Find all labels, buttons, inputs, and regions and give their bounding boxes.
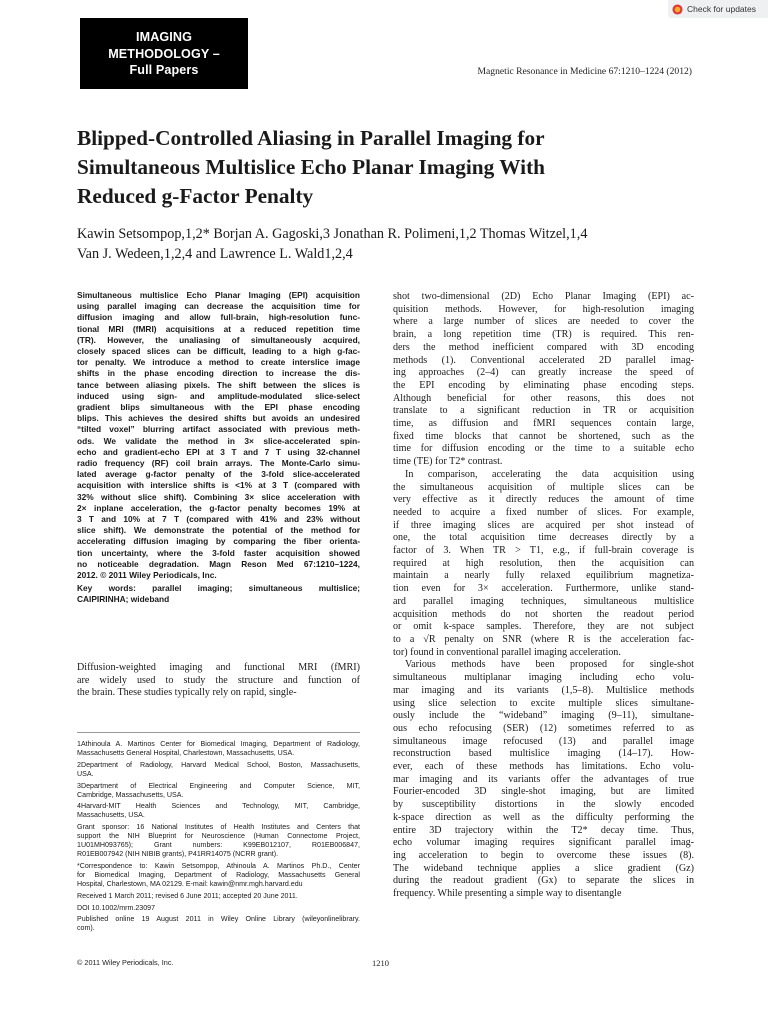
- body-line: ever, each of these methods has limitations. Echo volu-: [393, 761, 694, 773]
- body-line: the simultaneous acquisition of multiple slices can be: [393, 481, 694, 493]
- page-number: 1210: [372, 958, 389, 968]
- check-updates-icon: [672, 4, 683, 15]
- footnote-line: support the NIH Blueprint for Neuroscience (Human Connectome Project,: [77, 832, 360, 841]
- intro-right-column: [393, 291, 694, 901]
- body-line: factor of 3. When TR > T1, e.g., if full-brain coverage is: [393, 545, 694, 557]
- body-line: if three imaging slices are acquired per shot instead of: [393, 519, 694, 531]
- abstract-line: tance between aliasing pixels. The shift between the slices is: [77, 379, 360, 390]
- abstract: [77, 290, 360, 606]
- body-line: by susceptibility distortions in the slowly encoded: [393, 799, 694, 811]
- paper-title: [77, 124, 697, 211]
- abstract-line: ods. We validate the method in 3× slice-accelerated spin-: [77, 435, 360, 446]
- section-badge-line: IMAGING: [136, 30, 192, 44]
- body-line: time, as diffusion and fMRI sequences contain large,: [393, 418, 694, 430]
- keywords-line: CAIPIRINHA; wideband: [77, 594, 170, 605]
- section-badge-line: METHODOLOGY –: [108, 46, 220, 61]
- abstract-line: using parallel imaging can decrease the acquisition time for: [77, 301, 360, 312]
- body-line: echo volumar imaging requires significant parallel imag-: [393, 837, 694, 849]
- abstract-line: induced using sign- and amplitude-modulated slice-select: [77, 390, 360, 401]
- footnote: [77, 862, 360, 889]
- body-line: ous echo refocusing (SER) (12) sometimes referred to as: [393, 722, 694, 734]
- body-line: where a large number of slices are needed to cover the: [393, 316, 694, 328]
- body-line: tion even for 3× acceleration. Furthermore, unlike stand-: [393, 583, 694, 595]
- body-line: the EPI encoding by eliminating phase encoding steps.: [393, 379, 694, 391]
- body-line: mar imaging and its variants (1,5–8). Multislice methods: [393, 684, 694, 696]
- footnotes: [77, 740, 360, 936]
- body-line: translate to a significant reduction in TR or acquisition: [393, 405, 694, 417]
- body-line: brain, a long repetition time (TR) is required. This ren-: [393, 329, 694, 341]
- abstract-line: Simultaneous multislice Echo Planar Imaging (EPI) acquisition: [77, 290, 360, 300]
- footnote: [77, 761, 360, 779]
- footnote-line: Massachusetts General Hospital, Charlestown, Massachusetts, USA.: [77, 749, 295, 758]
- footnote-line: 2Department of Radiology, Harvard Medical School, Boston, Massachusetts,: [77, 760, 360, 769]
- body-paragraph: [393, 469, 694, 660]
- footnote-line: Received 1 March 2011; revised 6 June 2011; accepted 20 June 2011.: [77, 891, 298, 900]
- body-line: Diffusion-weighted imaging and functional MRI (fMRI): [77, 662, 360, 673]
- footnote: [77, 823, 360, 859]
- footnote-line: USA.: [77, 769, 94, 778]
- body-line: k-space direction as well as the difficulty performing the: [393, 811, 694, 823]
- body-line: simultaneous multiplanar imaging including echo volu-: [393, 672, 694, 684]
- body-line: ously include the “wideband” imaging (9–11), simultane-: [393, 710, 694, 722]
- footnote-line: Cambridge, Massachusetts, USA.: [77, 790, 184, 799]
- abstract-line: gradient blips simultaneous with the EPI phase encoding: [77, 402, 360, 413]
- abstract-line: blips. This achieves the desired shifts but avoids an undesired: [77, 413, 360, 424]
- footnote-line: Hospital, Charlestown, MA 02129. E-mail: kawin@nmr.mgh.harvard.edu: [77, 880, 303, 889]
- abstract-line: 2× inplane acceleration, the g-factor penalty becomes 19% at: [77, 502, 360, 513]
- footnote: [77, 782, 360, 800]
- body-line: methods (1). Conventional accelerated 2D parallel imag-: [393, 354, 694, 366]
- abstract-line: echo and gradient-echo EPI at 3 T and 7 T using 32-channel: [77, 446, 360, 457]
- body-line: Various methods have been proposed for single-shot: [405, 659, 694, 671]
- body-line: shot two-dimensional (2D) Echo Planar Imaging (EPI) ac-: [393, 291, 694, 302]
- abstract-line: no noticeable degradation. Magn Reson Med 67:1210–1224,: [77, 558, 360, 569]
- abstract-line: diffusion imaging and allow full-brain, high-resolution func-: [77, 312, 360, 323]
- body-line: very effective as it directly reduces the amount of time: [393, 494, 694, 506]
- abstract-line: 32% without slice shift). Combining 3× slice acceleration with: [77, 491, 360, 502]
- footnote-line: DOI 10.1002/mrm.23097: [77, 903, 156, 912]
- abstract-line: acquisition with interslice shifts is <1% at 3 T (compared with: [77, 480, 360, 491]
- title-line: [77, 182, 697, 211]
- body-line: entire 3D trajectory within the T2* decay time. Thus,: [393, 824, 694, 836]
- body-line: ders the method inefficient compared with 3D encoding: [393, 341, 694, 353]
- title-line-text: Reduced g-Factor Penalty: [77, 184, 314, 208]
- body-line: simultaneous image refocused (13) and parallel image: [393, 735, 694, 747]
- footnote: [77, 915, 360, 933]
- copyright-notice: © 2011 Wiley Periodicals, Inc.: [77, 958, 174, 967]
- body-line: ard parallel imaging techniques, simultaneous multislice: [393, 595, 694, 607]
- title-line: Blipped-Controlled Aliasing in Parallel Imaging for: [77, 126, 545, 150]
- footnote-line: *Correspondence to: Kawin Setsompop, Athinoula A. Martinos Ph.D., Center: [77, 862, 360, 871]
- abstract-line: tion uncertainty, where the 3-fold faster acquisition showed: [77, 547, 360, 558]
- section-badge: [80, 18, 248, 89]
- body-line: Fourier-encoded 3D single-shot imaging, but are limited: [393, 786, 694, 798]
- footnote: [77, 802, 360, 820]
- body-line: required at high resolution, then the acquisition can: [393, 557, 694, 569]
- body-line: In comparison, accelerating the data acquisition using: [405, 468, 694, 480]
- footnote-line: R01EB007942 (NIH NIBIB grants), P41RR14075 (NCRR grant).: [77, 850, 279, 859]
- abstract-line: closely spaced slices can be difficult, leading to a high g-fac-: [77, 346, 360, 357]
- body-line: time (TE) for T2* contrast.: [393, 456, 503, 468]
- body-line: to a √R penalty on SNR (where R is the acceleration fac-: [393, 633, 694, 645]
- body-paragraph: [393, 291, 694, 469]
- abstract-line: accelerating diffusion imaging by comparing the fiber orienta-: [77, 536, 360, 547]
- check-for-updates-button[interactable]: [668, 0, 768, 18]
- body-line: quisition methods. However, for high-resolution imaging: [393, 303, 694, 315]
- author-list: [77, 224, 717, 264]
- footnote: [77, 904, 360, 913]
- body-line: ing acceleration to begin to overcome these issues (8).: [393, 849, 694, 861]
- body-line: tor) found in conventional parallel imaging acceleration.: [393, 646, 621, 658]
- footnote-line: 3Department of Electrical Engineering and Computer Science, MIT,: [77, 781, 360, 790]
- keywords-line: Key words: parallel imaging; simultaneous multislice;: [77, 583, 360, 594]
- author-line: Kawin Setsompop,1,2* Borjan A. Gagoski,3 Jonathan R. Polimeni,1,2 Thomas Witzel,1,4: [77, 226, 588, 242]
- abstract-line: “tilted voxel” blurring artifact associated with previous meth-: [77, 424, 360, 435]
- body-line: or omit k-space samples. Therefore, they are not subject: [393, 621, 694, 633]
- abstract-line: radio frequency (RF) coil brain arrays. The Monte-Carlo simu-: [77, 458, 360, 469]
- footnote-line: for Biomedical Imaging, Department of Radiology, Massachusetts General: [77, 871, 360, 880]
- body-line: acquisition methods do not shorten the readout period: [393, 608, 694, 620]
- footnote: [77, 892, 360, 901]
- abstract-line: slice shift). We demonstrate the potential of the method for: [77, 525, 360, 536]
- abstract-line: lated average g-factor penalty of the 3-fold slice-accelerated: [77, 469, 360, 480]
- body-line: The wideband technique applies a slice gradient (Gz): [393, 862, 694, 874]
- body-line: frequency. While presenting a simple way to disentangle: [393, 888, 622, 900]
- footnote-line: Grant sponsor: 16 National Institutes of Health Institutes and Centers that: [77, 823, 360, 832]
- body-line: are widely used to study the structure and function of: [77, 674, 360, 686]
- abstract-line: shifts in the phase encoding direction to increase the dis-: [77, 368, 360, 379]
- footnote-line: 1U01MH093765); Grant numbers: K99EB012107, R01EB006847,: [77, 841, 360, 850]
- body-line: time for diffusion encoding or the time to a suitable echo: [393, 443, 694, 455]
- check-updates-label: Check for updates: [687, 4, 756, 14]
- body-line: maintain a nearly fully relaxed equilibrium magnetiza-: [393, 570, 694, 582]
- footnote-divider: [77, 732, 360, 733]
- footnote-line: 4Harvard-MIT Health Sciences and Technology, MIT, Cambridge,: [77, 802, 360, 811]
- footnote-line: 1Athinoula A. Martinos Center for Biomedical Imaging, Department of Radiology,: [77, 740, 360, 748]
- body-line: reconstruction based multislice imaging (14–17). How-: [393, 748, 694, 760]
- footnote-line: Published online 19 August 2011 in Wiley Online Library (wileyonlinelibrary.: [77, 915, 360, 924]
- abstract-paragraph: [77, 290, 360, 581]
- footnote-line: com).: [77, 924, 95, 933]
- journal-reference: Magnetic Resonance in Medicine 67:1210–1224 (2012): [477, 66, 692, 77]
- body-line: fixed time blocks that cannot be shortened, such as the: [393, 430, 694, 442]
- footnote-line: Massachusetts, USA.: [77, 811, 145, 820]
- body-line: mar imaging and its variants offer the advantages of true: [393, 773, 694, 785]
- body-line: during the readout gradient (Gx) to separate the slices in: [393, 875, 694, 887]
- body-paragraph: [393, 659, 694, 900]
- author-line: Van J. Wedeen,1,2,4 and Lawrence L. Wald1,2,4: [77, 246, 353, 262]
- body-line: needed to acquire a fixed number of slices. For example,: [393, 506, 694, 518]
- section-badge-line: Full Papers: [129, 63, 199, 77]
- keywords: [77, 583, 360, 605]
- body-line: using slice selection to excite multiple slices simultane-: [393, 697, 694, 709]
- body-line: ing approaches (2–4) can greatly increase the speed of: [393, 367, 694, 379]
- body-line: one, the total acquisition time decreases directly by a: [393, 532, 694, 544]
- abstract-line: 3 T and 10% at 7 T (compared with 41% and 23% without: [77, 514, 360, 525]
- title-line: Simultaneous Multislice Echo Planar Imaging With: [77, 155, 546, 179]
- body-line: Although beneficial for other reasons, this does not: [393, 392, 694, 404]
- abstract-line: (TR). However, the unaliasing of simultaneously acquired,: [77, 334, 360, 345]
- abstract-line: tional MRI (fMRI) acquisitions at a reduced repetition time: [77, 323, 360, 334]
- footnote: [77, 740, 360, 758]
- abstract-line: tor penalty. We introduce a method to create interslice image: [77, 357, 360, 368]
- abstract-line: 2012. © 2011 Wiley Periodicals, Inc.: [77, 570, 217, 581]
- body-line: the brain. These studies typically rely on rapid, single-: [77, 687, 297, 699]
- intro-left-column: [77, 662, 360, 700]
